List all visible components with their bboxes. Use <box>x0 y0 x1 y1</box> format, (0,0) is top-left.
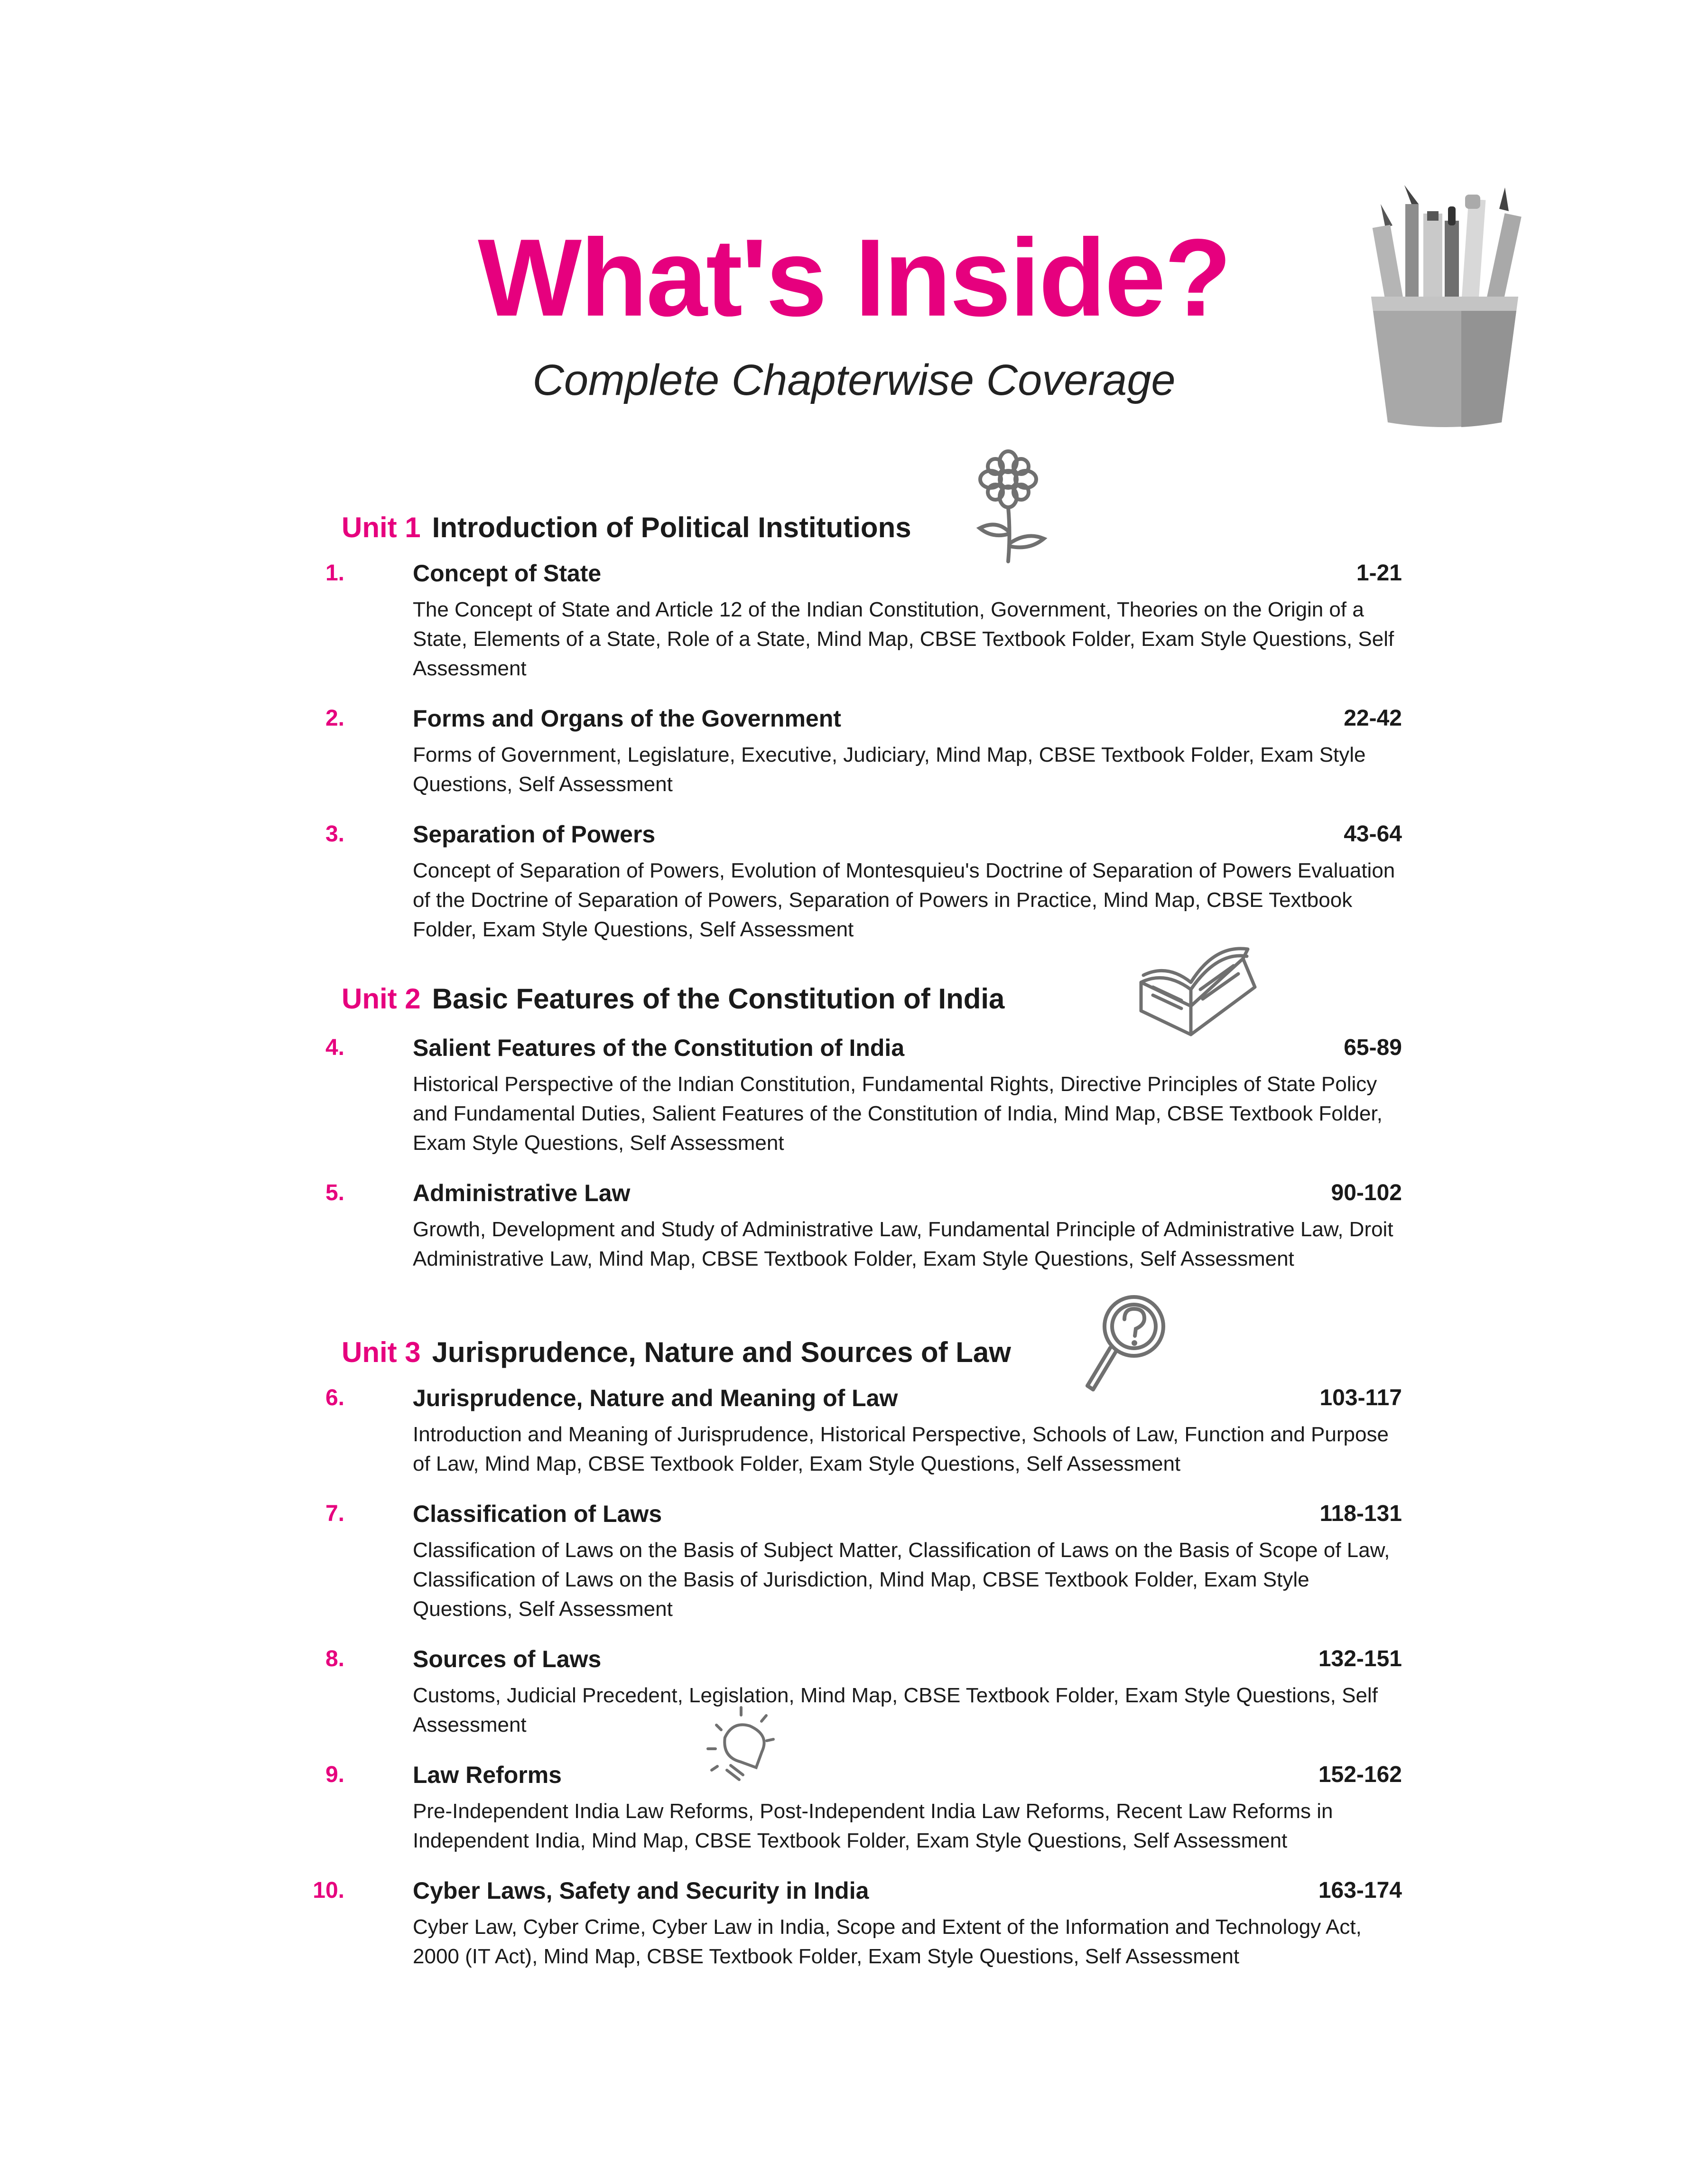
chapter-description: Cyber Law, Cyber Crime, Cyber Law in India, Scope and Extent of the Information and Technology Act, 2000 (IT Act), Mind Map, CBSE Textbook Folder, Exam Style Questions, Self Assessment <box>413 1915 1362 1968</box>
unit-label: Unit 1 <box>342 512 421 543</box>
chapter-number: 5. <box>325 1180 344 1205</box>
chapter-entry <box>325 1033 1402 1158</box>
unit-label: Unit 2 <box>342 983 421 1015</box>
chapter-entry <box>325 1499 1402 1624</box>
page-title: What's Inside? <box>478 216 1230 339</box>
chapter-number: 2. <box>325 706 344 731</box>
pencil-cup-icon <box>1366 185 1523 432</box>
chapter-title: Forms and Organs of the Government <box>413 705 841 732</box>
chapter-pages: 43-64 <box>1344 821 1402 847</box>
chapter-title: Separation of Powers <box>413 821 656 848</box>
chapter-title: Administrative Law <box>413 1180 631 1206</box>
chapter-description: Classification of Laws on the Basis of Subject Matter, Classification of Laws on the Basis of Scope of Law, Classification of Laws on the Basis of Jurisdiction, Mind Map, CBSE Textbook Folder, Exam Style Questions, Self Assessment <box>413 1539 1390 1621</box>
chapter-pages: 65-89 <box>1344 1035 1402 1060</box>
chapter-title: Concept of State <box>413 560 602 587</box>
chapter-entry <box>325 819 1402 944</box>
chapter-number: 7. <box>325 1501 344 1526</box>
chapter-pages: 163-174 <box>1318 1878 1402 1903</box>
chapter-pages: 152-162 <box>1318 1762 1402 1787</box>
chapter-entry <box>313 1875 1402 1971</box>
chapter-pages: 103-117 <box>1319 1385 1402 1410</box>
chapter-title: Classification of Laws <box>413 1501 662 1527</box>
chapter-title: Jurisprudence, Nature and Meaning of Law <box>413 1385 898 1411</box>
chapter-title: Cyber Laws, Safety and Security in India <box>413 1877 869 1904</box>
chapter-number: 10. <box>313 1878 344 1903</box>
unit-heading <box>342 1338 1011 1367</box>
chapter-description: Growth, Development and Study of Administrative Law, Fundamental Principle of Administrative Law, Droit Administrative Law, Mind Map, CBSE Textbook Folder, Exam Style Questions, Self Assessment <box>413 1218 1393 1270</box>
chapter-number: 9. <box>325 1762 344 1787</box>
chapter-description: Concept of Separation of Powers, Evolution of Montesquieu's Doctrine of Separation of Powers Evaluation of the Doctrine of Separation of Powers, Separation of Powers in Practice, Mind Map, CBSE Textbook Folder, Exam Style Questions, Self Assessment <box>413 859 1395 941</box>
chapter-number: 3. <box>325 821 344 847</box>
chapter-number: 6. <box>325 1385 344 1410</box>
chapter-number: 1. <box>325 560 344 586</box>
chapter-pages: 90-102 <box>1331 1180 1402 1205</box>
unit-title: Introduction of Political Institutions <box>432 512 911 543</box>
chapter-entry <box>325 558 1402 683</box>
chapter-description: Pre-Independent India Law Reforms, Post-Independent India Law Reforms, Recent Law Reforms in Independent India, Mind Map, CBSE Textbook Folder, Exam Style Questions, Self Assessment <box>413 1800 1333 1852</box>
chapter-description: Forms of Government, Legislature, Executive, Judiciary, Mind Map, CBSE Textbook Folder, Exam Style Questions, Self Assessment <box>413 743 1366 796</box>
chapter-entry <box>325 703 1402 799</box>
chapter-description: Introduction and Meaning of Jurisprudence, Historical Perspective, Schools of Law, Function and Purpose of Law, Mind Map, CBSE Textbook Folder, Exam Style Questions, Self Assessment <box>413 1423 1389 1475</box>
chapter-number: 8. <box>325 1646 344 1671</box>
open-book-icon <box>1134 930 1262 1039</box>
unit-title: Jurisprudence, Nature and Sources of Law <box>432 1336 1011 1368</box>
unit-label: Unit 3 <box>342 1336 421 1368</box>
chapter-pages: 22-42 <box>1344 706 1402 731</box>
unit-heading <box>342 513 911 542</box>
chapter-description: The Concept of State and Article 12 of the Indian Constitution, Government, Theories on the Origin of a State, Elements of a State, Role of a State, Mind Map, CBSE Textbook Folder, Exam Style Questions, Self Assessment <box>413 598 1394 680</box>
chapter-description: Customs, Judicial Precedent, Legislation, Mind Map, CBSE Textbook Folder, Exam Style Questions, Self Assessment <box>413 1684 1378 1736</box>
unit-heading <box>342 985 1004 1013</box>
chapter-title: Law Reforms <box>413 1762 562 1788</box>
chapter-pages: 118-131 <box>1319 1501 1402 1526</box>
chapter-title: Salient Features of the Constitution of India <box>413 1035 905 1061</box>
chapter-entry <box>325 1760 1402 1856</box>
chapter-number: 4. <box>325 1035 344 1060</box>
chapter-title: Sources of Laws <box>413 1646 602 1672</box>
chapter-entry <box>325 1178 1402 1274</box>
chapter-entry <box>325 1383 1402 1479</box>
page-subtitle: Complete Chapterwise Coverage <box>532 356 1176 404</box>
unit-title: Basic Features of the Constitution of India <box>432 983 1005 1015</box>
chapter-pages: 1-21 <box>1356 560 1402 586</box>
chapter-pages: 132-151 <box>1318 1646 1402 1671</box>
chapter-description: Historical Perspective of the Indian Constitution, Fundamental Rights, Directive Principles of State Policy and Fundamental Duties, Salient Features of the Constitution of India, Mind Map, CBSE Textbook Folder, Exam Style Questions, Self Assessment <box>413 1073 1383 1155</box>
flower-icon <box>963 448 1058 567</box>
chapter-entry <box>325 1644 1402 1740</box>
